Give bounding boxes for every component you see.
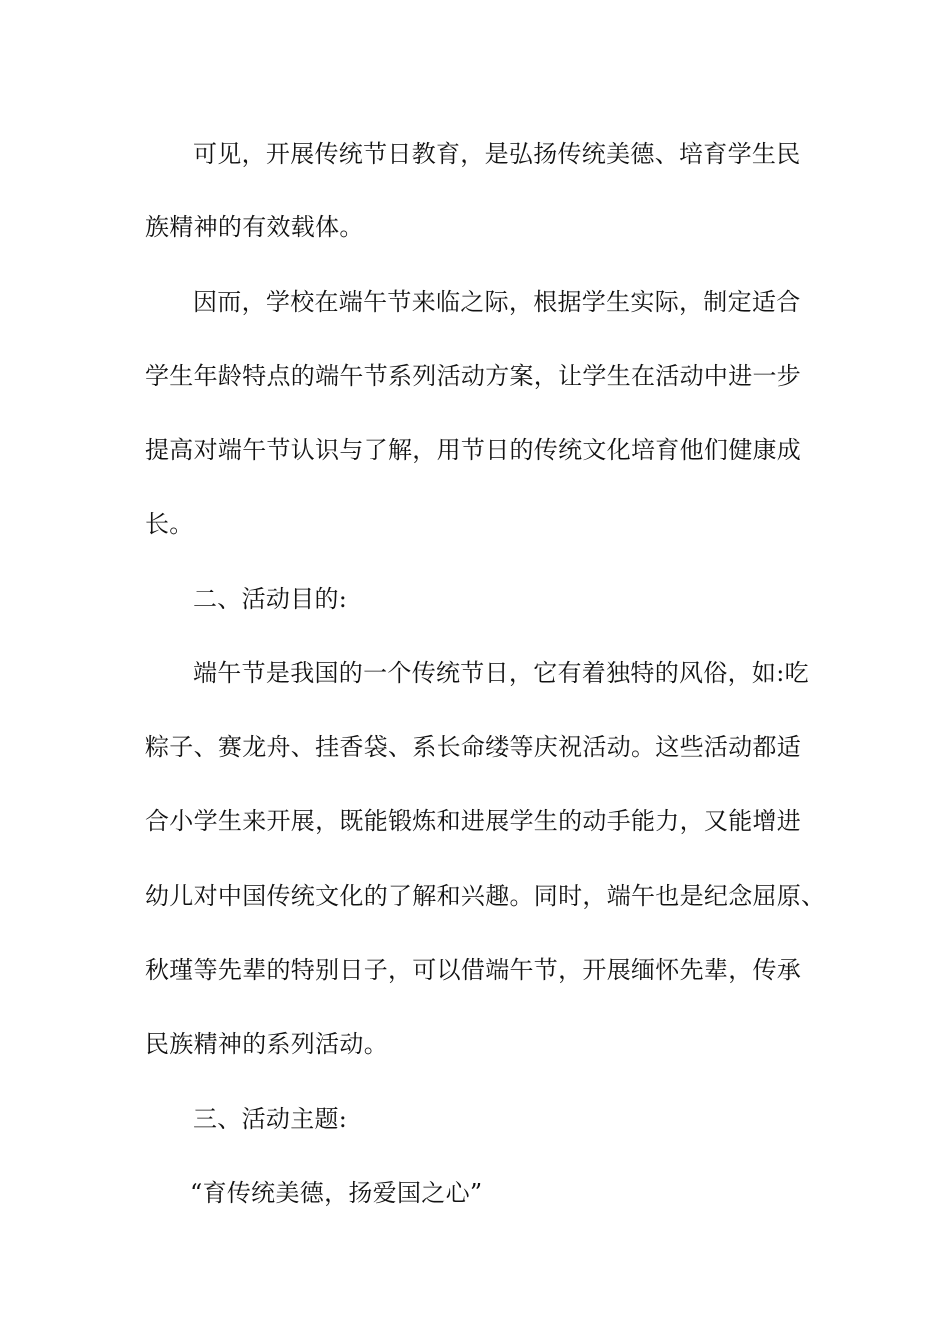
paragraph-line: 提高对端午节认识与了解，用节日的传统文化培育他们健康成 — [145, 436, 802, 464]
theme-quote: “育传统美德，扬爱国之心” — [190, 1179, 483, 1207]
paragraph-line: 秋瑾等先辈的特别日子，可以借端午节，开展缅怀先辈，传承 — [145, 956, 802, 984]
paragraph-line: 学生年龄特点的端午节系列活动方案，让学生在活动中进一步 — [145, 362, 802, 390]
paragraph-line: 长。 — [145, 510, 194, 538]
paragraph-line: 端午节是我国的一个传统节日，它有着独特的风俗，如:吃 — [193, 659, 809, 687]
paragraph-line: 幼儿对中国传统文化的了解和兴趣。同时，端午也是纪念屈原、 — [145, 882, 826, 910]
section-heading-purpose: 二、活动目的: — [193, 585, 348, 613]
paragraph-line: 民族精神的系列活动。 — [145, 1030, 388, 1058]
paragraph-line: 因而，学校在端午节来临之际，根据学生实际，制定适合 — [193, 288, 801, 316]
paragraph-line: 粽子、赛龙舟、挂香袋、系长命缕等庆祝活动。这些活动都适 — [145, 733, 802, 761]
paragraph-line: 合小学生来开展，既能锻炼和进展学生的动手能力，又能增进 — [145, 807, 802, 835]
paragraph-line: 可见，开展传统节日教育，是弘扬传统美德、培育学生民 — [193, 140, 801, 168]
paragraph-line: 族精神的有效载体。 — [145, 213, 364, 241]
section-heading-theme: 三、活动主题: — [193, 1105, 348, 1133]
